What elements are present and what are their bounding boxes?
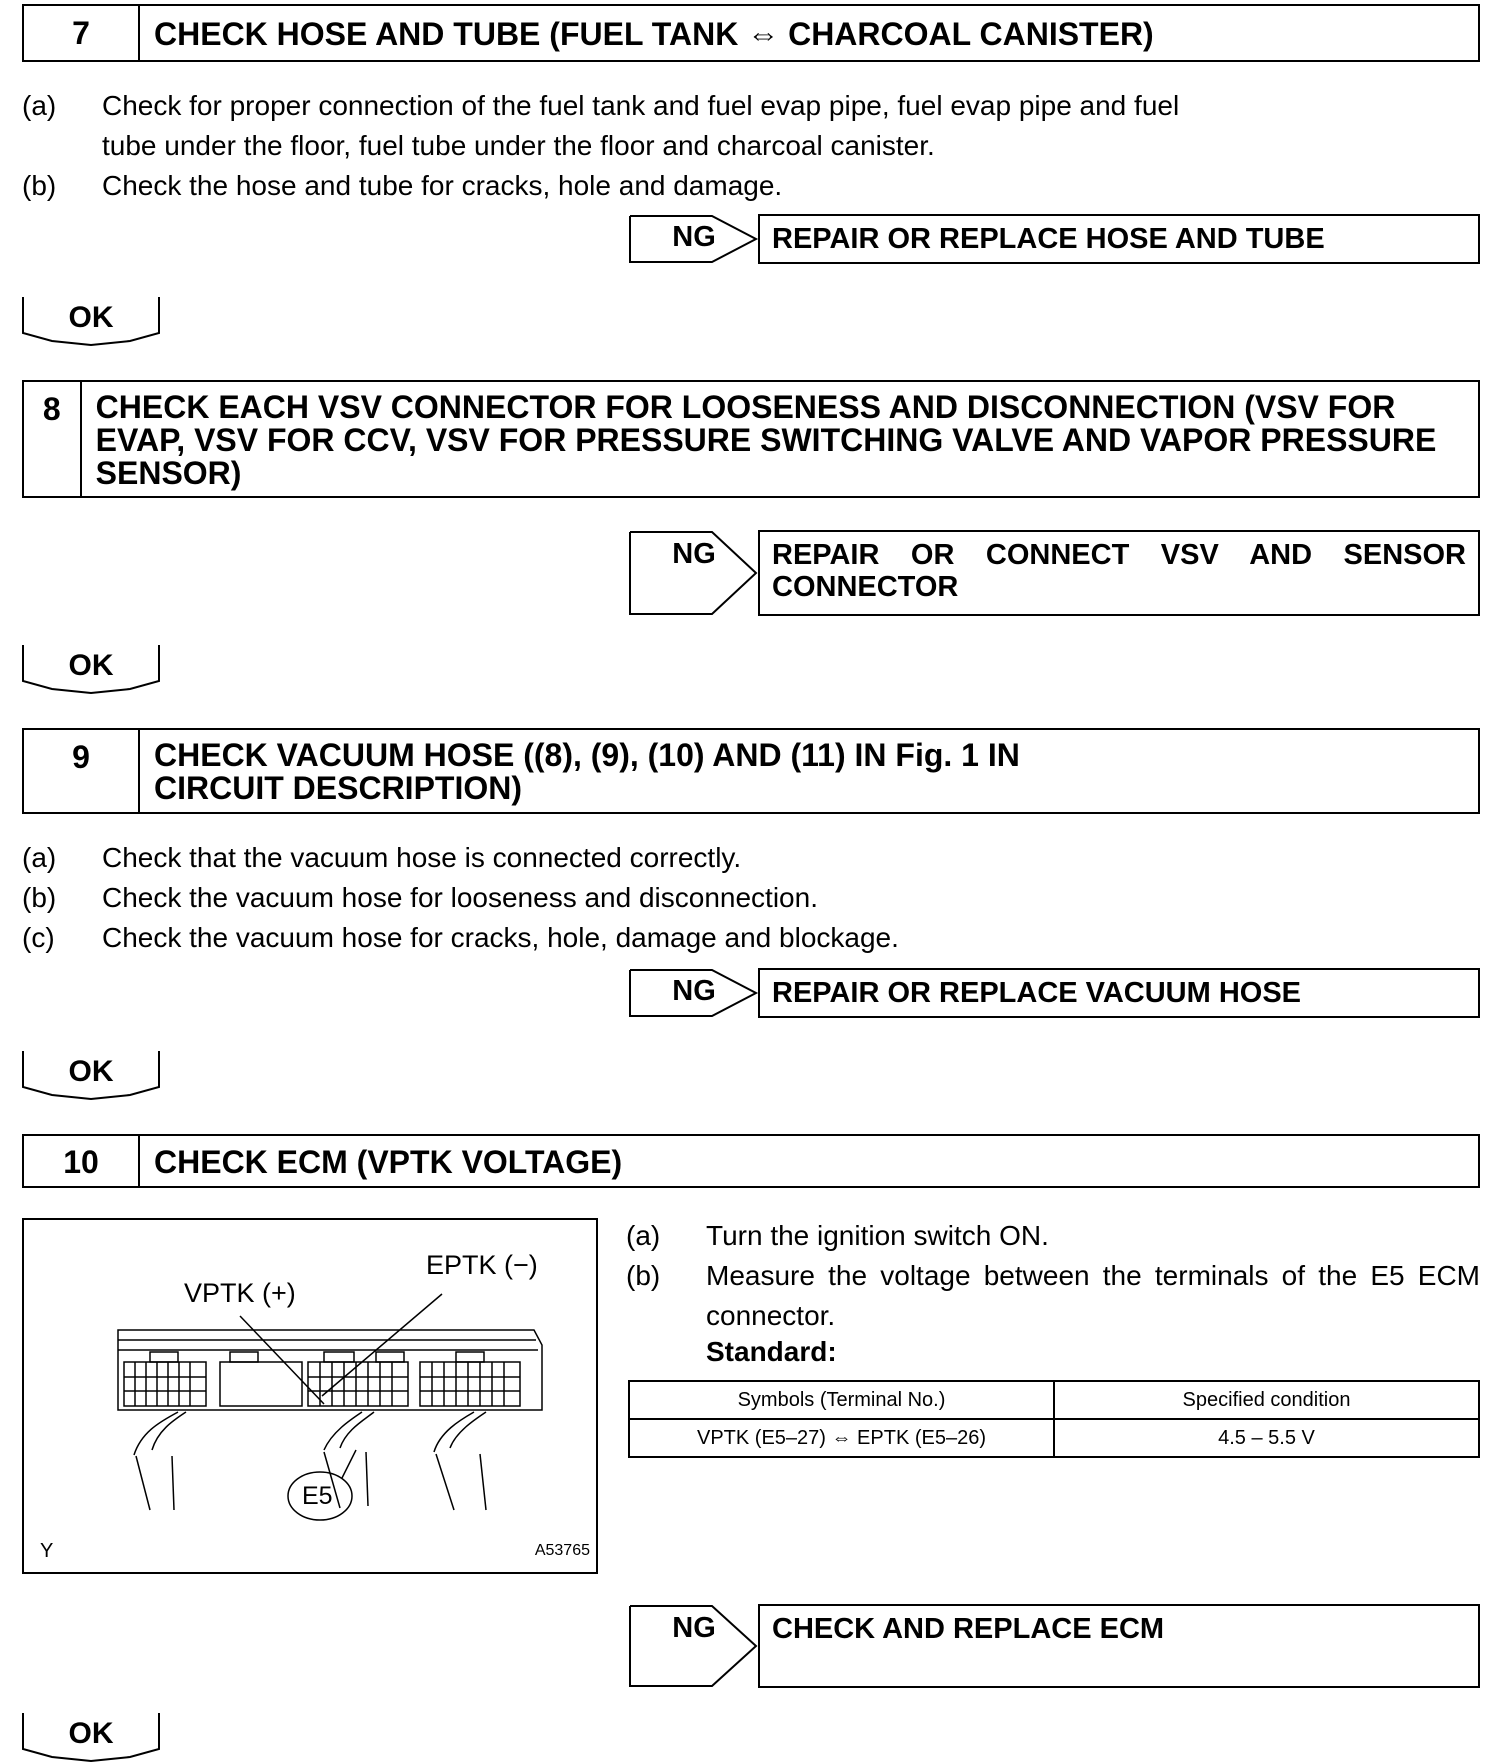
item-text: Measure the voltage between the terminals of the E5 ECM connector. (706, 1260, 1480, 1331)
ng-label: NG (672, 538, 716, 570)
ng-label: NG (672, 221, 716, 253)
item-text: Check that the vacuum hose is connected correctly. (102, 842, 742, 873)
step-number: 10 (24, 1136, 140, 1186)
connector-e5-label: E5 (302, 1482, 333, 1510)
step-title: CHECK HOSE AND TUBE (FUEL TANK ⇔ CHARCOAL CANISTER) (154, 16, 1154, 52)
table-cell: 4.5 – 5.5 V (1054, 1419, 1479, 1457)
ok-label: OK (68, 649, 114, 682)
step-title: CHECK ECM (VPTK VOLTAGE) (154, 1144, 623, 1180)
ecm-connector-figure (22, 1218, 598, 1574)
table-header: Specified condition (1054, 1381, 1479, 1419)
step-10-header (22, 1134, 1480, 1188)
table-row (629, 1419, 1479, 1457)
item-label: (a) (22, 90, 57, 121)
instruction-item (22, 166, 1222, 206)
item-label: (b) (22, 882, 57, 913)
ng-branch (628, 530, 1480, 616)
instruction-item (22, 878, 1222, 918)
step-title: CHECK VACUUM HOSE ((8), (9), (10) AND (11) IN Fig. 1 IN CIRCUIT DESCRIPTION) (154, 737, 1020, 806)
ok-tag (22, 644, 160, 692)
table-cell: VPTK (E5–27) ⇔ EPTK (E5–26) (629, 1419, 1054, 1457)
item-text: Check for proper connection of the fuel tank and fuel evap pipe, fuel evap pipe and fuel tube under the floor, fuel tube under the floor and charcoal canister. (102, 90, 1180, 161)
step-number: 8 (24, 382, 82, 496)
ng-label: NG (672, 975, 716, 1007)
instruction-item (626, 1256, 1480, 1336)
ng-branch (628, 968, 1480, 1018)
ng-label: NG (672, 1612, 716, 1644)
item-label: (b) (626, 1260, 661, 1291)
ok-label: OK (68, 1055, 114, 1088)
ok-label: OK (68, 1717, 114, 1750)
table-header-row (629, 1381, 1479, 1419)
step-number: 7 (24, 6, 140, 60)
vptk-callout: VPTK (+) (184, 1278, 296, 1308)
item-label: (c) (22, 922, 55, 953)
item-text: Turn the ignition switch ON. (706, 1220, 1049, 1251)
ng-result: CHECK AND REPLACE ECM (758, 1604, 1480, 1688)
ng-result: REPAIR OR REPLACE VACUUM HOSE (758, 968, 1480, 1018)
instruction-item (22, 918, 1222, 958)
ng-result: REPAIR OR CONNECT VSV AND SENSOR CONNECTOR (758, 530, 1480, 616)
ng-branch (628, 214, 1480, 264)
item-text: Check the hose and tube for cracks, hole and damage. (102, 170, 783, 201)
ok-tag (22, 1050, 160, 1098)
ok-tag (22, 296, 160, 344)
ng-branch (628, 1604, 1480, 1688)
standard-label: Standard: (706, 1336, 837, 1367)
step-8-header (22, 380, 1480, 498)
ok-tag (22, 1712, 160, 1760)
step-number: 9 (24, 730, 140, 812)
item-text: Check the vacuum hose for cracks, hole, damage and blockage. (102, 922, 899, 953)
instruction-item (626, 1216, 1480, 1256)
figure-id: A53765 (534, 1542, 590, 1559)
instruction-item (22, 838, 1222, 878)
ok-label: OK (68, 301, 114, 334)
table-header: Symbols (Terminal No.) (629, 1381, 1054, 1419)
item-text: Check the vacuum hose for looseness and disconnection. (102, 882, 818, 913)
figure-corner-label: Y (40, 1540, 54, 1562)
spec-table (628, 1380, 1480, 1458)
step-title: CHECK EACH VSV CONNECTOR FOR LOOSENESS AND DISCONNECTION (VSV FOR EVAP, VSV FOR CCV, VSV FOR PRESSURE SWITCHING VALVE AND VAPOR PRESSURE SENSOR) (95, 389, 1437, 491)
ng-result: REPAIR OR REPLACE HOSE AND TUBE (758, 214, 1480, 264)
item-label: (b) (22, 170, 57, 201)
step-9-header (22, 728, 1480, 814)
item-label: (a) (626, 1220, 661, 1251)
eptk-callout: EPTK (−) (426, 1250, 538, 1280)
step-7-header (22, 4, 1480, 62)
instruction-item (22, 86, 1222, 166)
item-label: (a) (22, 842, 57, 873)
